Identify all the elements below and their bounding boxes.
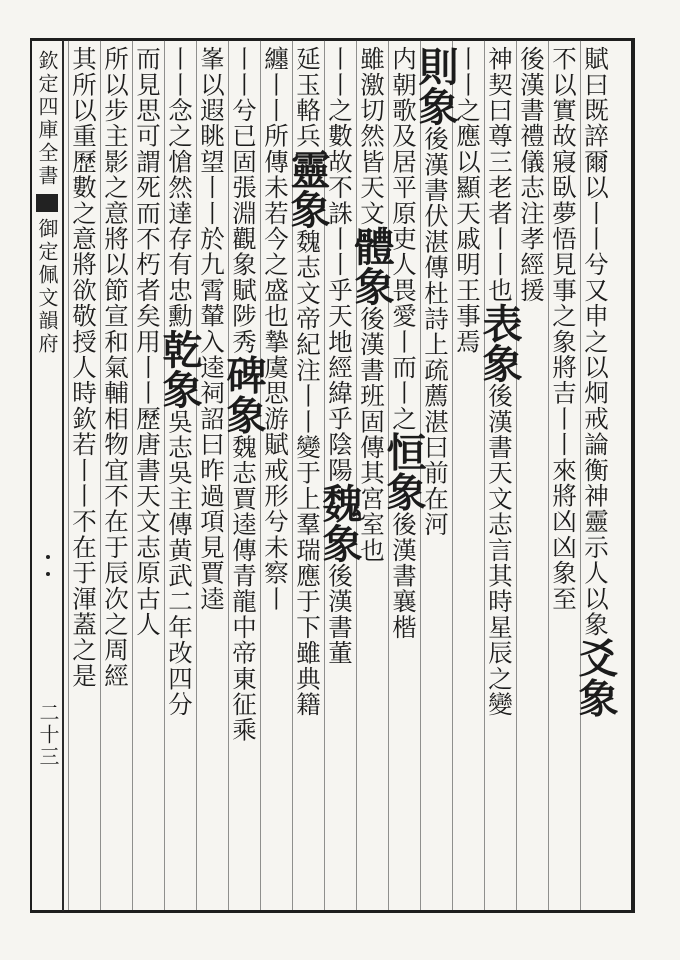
text-column [69, 46, 105, 906]
text-column [133, 46, 169, 906]
column-text: 而見思可謂死而不朽者矣 [133, 46, 162, 329]
headword: 魏象 [316, 482, 363, 563]
column-text: 後漢書董 [325, 562, 354, 666]
column-text: 後漢書禮儀志注孝經援 [517, 46, 546, 303]
page-number: 二十三 [36, 702, 60, 768]
text-column [476, 46, 523, 906]
text-column [549, 46, 585, 906]
book-title: 欽定四庫全書 [35, 50, 59, 188]
frame-border-top [30, 38, 634, 41]
text-column [261, 46, 297, 906]
text-column [156, 46, 203, 906]
headword: 碑象 [220, 354, 267, 435]
headword: 靈象 [284, 148, 331, 229]
column-text: 神契曰尊三老者丨丨也 [485, 46, 514, 303]
spine-title [33, 50, 61, 650]
column-text: 後漢書班固傳其宮室也 [357, 305, 386, 563]
headword: 則象 [412, 46, 459, 126]
column-text: 峯以遐眺望丨丨於九霄 [197, 46, 226, 303]
headword: 恒象 [380, 431, 427, 512]
dot-mark-icon [46, 572, 50, 576]
column-text: 魏志賈逵傳青龍中帝東征乘 [229, 434, 258, 743]
column-text: 賦曰既誶爾以丨丨兮又申之以炯戒論衡神靈示人以象 [581, 46, 610, 638]
column-text: 後漢書襄楷 [389, 511, 418, 640]
column-text: 丨丨乎天地經緯乎陰陽 [325, 225, 354, 483]
dot-mark-icon [46, 555, 50, 559]
text-column [453, 46, 489, 906]
column-text: 纏丨丨 [261, 46, 290, 124]
column-text: 其所以重歷數之意將欲敬授人時欽若丨丨不在于渾蓋之是 [69, 46, 98, 689]
headword: 爻象 [572, 637, 619, 718]
column-text: 後漢書天文志言其時星辰之變 [485, 383, 514, 718]
frame-border-right [631, 38, 635, 913]
text-column [101, 46, 137, 906]
text-column [197, 46, 233, 906]
text-column [220, 46, 267, 906]
text-column [348, 46, 395, 906]
column-text: 魏志文帝紀注丨丨變于上羣瑞應于下雖典籍 [293, 228, 322, 718]
column-text: 丨丨念之愴然達存有忠勳 [165, 46, 194, 329]
column-text: 延玉輅兵 [293, 46, 322, 149]
column-text: 所傳未若今之盛也摯虞思游賦戒形兮未察丨 [261, 123, 290, 612]
column-text: 不以實故寢臥夢悟見事之象將吉丨丨來將凶凶象至 [549, 46, 578, 612]
headword: 表象 [476, 303, 523, 383]
column-text: 丨丨之數故不誅 [325, 46, 354, 226]
column-text: 丨丨兮已固張淵觀象賦陟秀 [229, 46, 258, 355]
text-column [284, 46, 331, 906]
headword: 體象 [348, 225, 395, 306]
column-text: 輦入逵祠詔曰昨過項見賈逵 [197, 303, 226, 612]
column-text: 後漢書伏湛傳杜詩上疏薦湛曰前在河 [421, 126, 450, 538]
section-title: 御定佩文韻府 [35, 218, 59, 356]
column-text: 用丨丨歷唐書天文志原古人 [133, 328, 162, 638]
headword: 乾象 [156, 328, 203, 409]
fish-tail-mark-icon [36, 194, 58, 212]
column-text: 内朝歌及居平原吏人畏愛丨而丨之 [389, 46, 418, 432]
column-text: 吳志吳主傳黄武二年改四分 [165, 408, 194, 718]
column-text: 所以步主影之意將以節宣和氣輔相物宜不在于辰次之周經 [101, 46, 130, 689]
frame-border-bottom [30, 910, 634, 913]
frame-border-left [30, 38, 32, 913]
column-text: 雖激切然皆天文 [357, 46, 386, 226]
text-column [517, 46, 553, 906]
column-text: 丨丨之應以顯天戚明王事焉 [453, 46, 482, 355]
text-column [380, 46, 427, 906]
text-column [572, 46, 619, 906]
